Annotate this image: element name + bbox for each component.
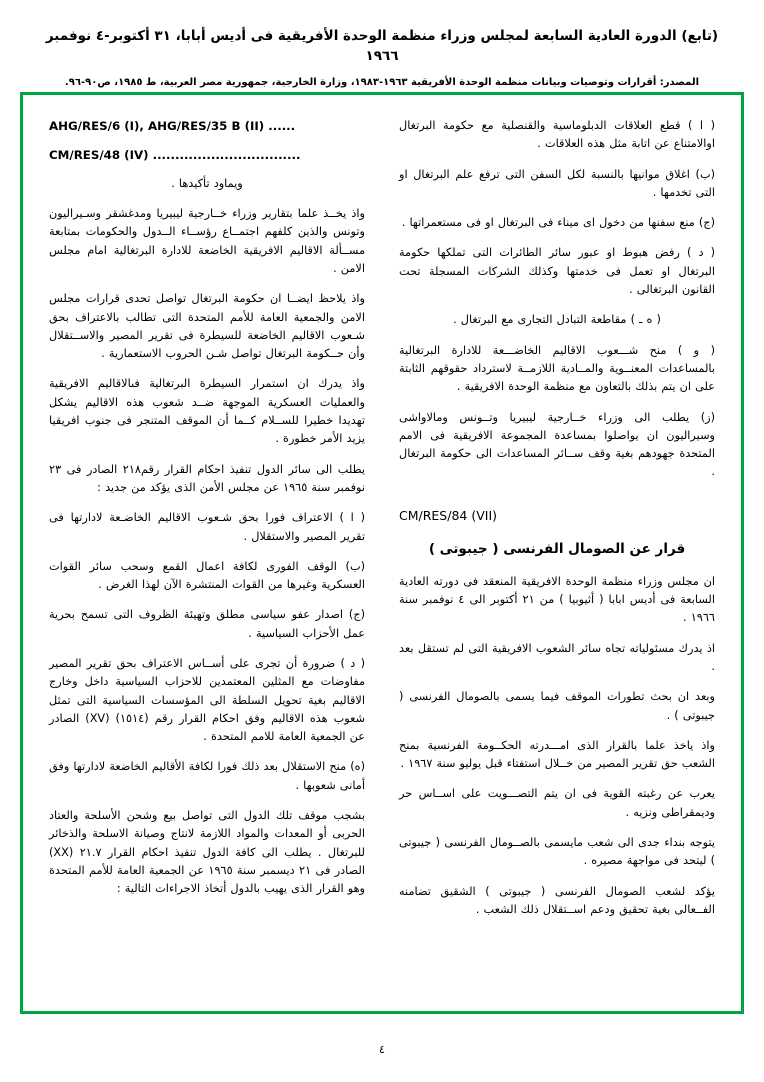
paragraph: ( ا ) الاعتراف فورا بحق شـعوب الاقاليم الخاضـعة لادارتها فى تقرير المصير والاستقلال . — [49, 511, 365, 543]
paragraph: واذ يخــذ علما بتقارير وزراء خــارجية ليبيريا ومدغشقر وسـيراليون وتونس والذين كلفهم اجتمــاع رؤســاء الــدول والحكومات بمتابعة مســألة الاقاليم الافريقية الخاضعة للادارة البرتغالية امام مجلس الامن . — [49, 207, 365, 275]
paragraph: ( ه ـ ) مقاطعة التبادل التجارى مع البرتغال . — [453, 313, 661, 327]
resolution-number: CM/RES/84 (VII) — [399, 507, 498, 523]
paragraph: واذ يدرك ان استمرار السيطرة البرتغالية فىالاقاليم الافريقية والعمليات العسكرية الموجهة ضــد شعوب هذه الاقاليم يشكل تهديدا خطيرا للســلام كــما أن الموقف المتنجر فى جنوب افريقيا يزيد الأمر خطورة . — [49, 377, 365, 446]
resolution-reference: CM/RES/48 (IV) ................................. — [49, 147, 301, 162]
paragraph: وبعد ان بحث تطورات الموقف فيما يسمى بالصومال الفرنسى ( جيبوتى ) . — [399, 690, 715, 722]
right-column — [399, 117, 715, 997]
content-frame — [20, 92, 744, 1014]
section-subtitle: قرار عن الصومال الفرنسى ( جيبوتى ) — [428, 540, 686, 557]
paragraph: (ز) يطلب الى وزراء خــارجية ليبيريا وتــونس ومالاواشى وسيراليون ان يواصلوا بمساعدة المجموعة الافريقية فى الامم المتحدة جهودهم بغية وقف ســائر المساعدات الى حكومة البرتغال . — [399, 410, 715, 479]
paragraph: ويماود تأكيدها . — [171, 176, 243, 190]
paragraph: واذ ياخذ علما بالقرار الذى امـــدرته الحكــومة الفرنسية بمنح الشعب حق تقرير المصير من خــلال استفتاء قبل يوليو سنة ١٩٦٧ . — [399, 738, 715, 771]
paragraph: يتوجه بنداء جدى الى شعب مايسمى بالصــومال الفرنسى ( جيبوتى ) ليتحد فى مواجهة مصيره . — [399, 836, 715, 868]
paragraph: اذ يدرك مسئولياته تجاه سائر الشعوب الافريقية التى لم تستقل بعد . — [399, 641, 715, 673]
paragraph: يؤكد لشعب الصومال الفرنسى ( جيبوتى ) الشقيق تضامنه الفــعالى بغية تحقيق ودعم اســتقلال ذلك الشعب . — [399, 884, 715, 916]
paragraph: (ب) اغلاق موانيها بالنسبة لكل السفن التى ترفع علم البرتغال او التى تخدمها . — [399, 167, 715, 199]
paragraph: واذ يلاحظ ايضــا ان حكومة البرتغال تواصل تحدى قرارات مجلس الامن والجمعية العامة للأمم المتحدة التى تطالب بالاعتراف بحق شـعوب الاقاليم الخاضعة للسيطرة فى تقرير المصير والاســتقلال وأن حــكومة البرتغال تواصل شـن الحروب الاستعمارية . — [49, 292, 365, 361]
source-line: المصدر: أقرارات وتوصيات وبيانات منظمة الوحدة الأفريقية ١٩٦٣-١٩٨٣، وزارة الخارجية، جمهورية مصر العربية، ط ١٩٨٥، ص٩٠-٩٦. — [64, 76, 700, 88]
paragraph: (ج) اصدار عفو سياسى مطلق وتهيئة الظروف التى تسمح بحرية عمل الأحزاب السياسية . — [49, 608, 365, 640]
two-column-layout — [23, 95, 741, 1011]
paragraph: يطلب الى سائر الدول تنفيذ احكام القرار رقم٢١٨ الصادر فى ٢٣ نوفمبر سنة ١٩٦٥ عن مجلس الأمن الذى يؤكد من جديد : — [49, 462, 365, 494]
paragraph: ان مجلس وزراء منظمة الوحدة الافريقية المنعقد فى دورته العادية السابعة فى أديس ابابا ( أثيوبيا ) من ٢١ أكتوبر الى ٤ نوفمبر سنة ١٩٦٦ . — [399, 574, 715, 625]
left-column — [49, 117, 365, 997]
paragraph: ( و ) منح شـــعوب الاقاليم الخاضـــعة للادارة البرتغالية بالمساعدات المعنــوية والمــادية اللازمــة لاسترداد حقوقهم الثابتة على ان يتم بذلك بالتعاون مع منظمة الوحدة الافريقية . — [399, 343, 715, 394]
page-title: (تابع) الدورة العادية السابعة لمجلس وزراء منظمة الوحدة الأفريقية فى أديس أبابا، ٣١ أكتوبر-٤ نوفمبر ١٩٦٦ — [45, 28, 719, 65]
paragraph: ( د ) رفض هبوط او عبور سائر الطائرات التى تملكها حكومة البرتغال او تعمل فى خدمتها وكذلك الشركات المسجلة تحت القانون البرتغالى . — [399, 246, 715, 297]
paragraph: (ب) الوقف الفورى لكافة اعمال القمع وسحب سائر القوات العسكرية وغيرها من القوات المنتشرة الآن لهذا الغرض . — [49, 559, 365, 592]
paragraph: (ه) منح الاستقلال بعد ذلك فورا لكافة الأقاليم الخاضعة لادارتها وفق أمانى شعوبها . — [49, 760, 365, 792]
page-number: ٤ — [379, 1043, 385, 1056]
paragraph: ( د ) ضرورة أن تجرى على أســاس الاعتراف بحق تقرير المصير مفاوضات مع المثلين المعتمدين للاحزاب السياسية داخل وخارج الاقاليم بغية تحويل السلطة الى المؤسسات السياسية التى تمثل شعوب هذه الاقاليم وفق احكام القرار رقم (١٥١٤) (XV) الصادر عن الجمعية العامة للامم المتحدة . — [49, 656, 365, 744]
paragraph: بشجب موقف تلك الدول التى تواصل بيع وشحن الأسلحة والعتاد الحربى أو المعدات والمواد اللازمة لانتاج وصيانة الاسلحة والذخائر للبرتغال . يطلب الى كافة الدول تنفيذ احكام القرار ٢١.٧ (XX) الصادر فى ٢١ ديسمبر سنة ١٩٦٥ عن الجمعية العامة للأمم المتحدة وهو القرار الذى يهيب بالدول أتخاذ الاجراءات التالية : — [49, 809, 365, 896]
resolution-reference: AHG/RES/6 (I), AHG/RES/35 B (II) ...... — [49, 119, 296, 133]
paragraph: (ج) منع سفنها من دخول اى ميناء فى البرتغال او فى مستعمراتها . — [401, 216, 715, 230]
paragraph: ( ا ) قطع العلاقات الدبلوماسية والقنصلية مع حكومة البرتغال اوالامتناع عن اتابة مثل هذه العلاقات . — [399, 119, 715, 151]
paragraph: يعرب عن رغبته القوية فى ان يتم التصـــويت على اســاس حر وديمقراطى ونزيه . — [399, 787, 715, 819]
page-header — [0, 0, 764, 90]
